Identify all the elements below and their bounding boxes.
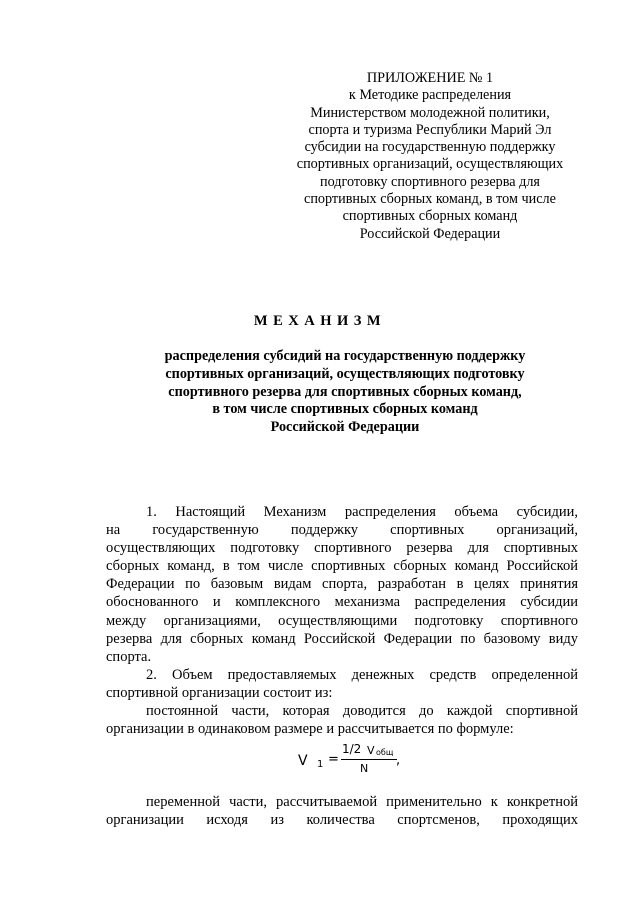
appendix-line: ПРИЛОЖЕНИЕ № 1 xyxy=(366,70,494,86)
paragraph-line: сборных команд, в том числе спортивных сборных команд Российской xyxy=(106,558,578,575)
appendix-line: спорта и туризма Республики Марий Эл xyxy=(308,121,552,138)
paragraph-line: осуществляющих подготовку спортивного резерва для спортивных xyxy=(106,540,578,557)
paragraph-line: обоснованного и комплексного механизма распределения субсидии xyxy=(106,594,578,611)
subtitle-line: Российской Федерации xyxy=(270,419,420,436)
fraction-bar xyxy=(341,759,397,760)
formula-numerator-fraction: 1/2 xyxy=(342,742,362,756)
subtitle-line: в том числе спортивных сборных команд xyxy=(212,401,478,418)
paragraph-line: между организациями, осуществляющими подготовку спортивного xyxy=(106,612,578,629)
appendix-line: субсидии на государственную поддержку xyxy=(304,139,556,156)
paragraph-line: Федерации по базовым видам спорта, разработан в целях принятия xyxy=(106,576,578,593)
document-subtitle xyxy=(110,348,580,437)
formula-equals: = xyxy=(328,752,339,767)
paragraph-line: постоянной части, которая доводится до каждой спортивной xyxy=(146,703,578,720)
subtitle-line: распределения субсидий на государственную поддержку xyxy=(164,348,526,364)
document-title: МЕХАНИЗМ xyxy=(253,313,387,329)
appendix-line: спортивных сборных команд xyxy=(342,208,518,225)
paragraph-line: спортивной организации состоит из: xyxy=(106,684,333,701)
paragraph-line: организации исходя из количества спортсменов, проходящих xyxy=(106,812,578,829)
formula-lhs: V xyxy=(298,753,308,769)
paragraph-line: организации в одинаковом размере и рассчитывается по формуле: xyxy=(106,721,514,738)
appendix-line: Российской Федерации xyxy=(359,225,501,242)
appendix-line: подготовку спортивного резерва для xyxy=(320,173,540,190)
appendix-line: спортивных организаций, осуществляющих xyxy=(296,156,564,173)
formula-numerator-variable: V xyxy=(367,744,375,757)
appendix-line: спортивных сборных команд, в том числе xyxy=(304,191,556,208)
paragraph-line: резерва для сборных команд Российской Федерации по базовому виду xyxy=(106,630,578,647)
paragraph-line: 1. Настоящий Механизм распределения объема субсидии, xyxy=(146,504,578,520)
formula-denominator: N xyxy=(360,762,369,775)
appendix-line: Министерством молодежной политики, xyxy=(310,104,550,121)
subtitle-line: спортивных организаций, осуществляющих подготовку xyxy=(165,365,525,382)
formula-trailing-comma: , xyxy=(396,753,401,768)
appendix-line: к Методике распределения xyxy=(348,87,512,104)
body-paragraph-variable-part xyxy=(106,793,578,829)
subtitle-line: спортивного резерва для спортивных сборных команд, xyxy=(168,383,522,400)
paragraph-line: переменной части, рассчитываемой применительно к конкретной xyxy=(146,794,578,810)
paragraph-line: 2. Объем предоставляемых денежных средств определенной xyxy=(146,666,578,683)
formula xyxy=(290,740,410,780)
paragraph-line: на государственную поддержку спортивных организаций, xyxy=(106,522,578,539)
appendix-header xyxy=(282,70,578,243)
formula-lhs-subscript: 1 xyxy=(317,759,324,770)
formula-numerator-subscript: общ xyxy=(376,748,394,757)
paragraph-line: спорта. xyxy=(106,648,152,665)
body-paragraphs xyxy=(106,503,578,738)
